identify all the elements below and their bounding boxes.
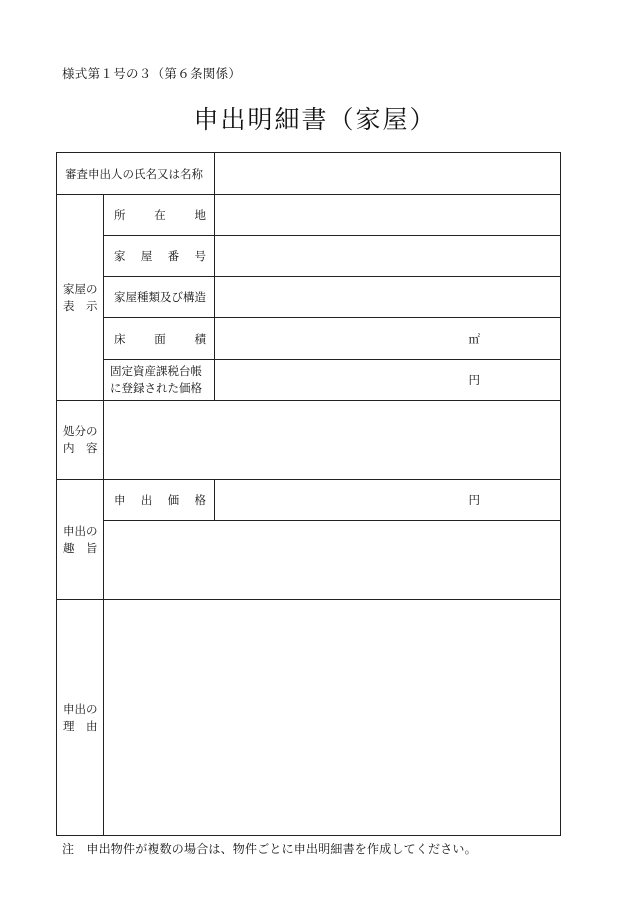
- statement-table: [56, 152, 561, 836]
- location-field[interactable]: [215, 195, 561, 236]
- reason-row: [57, 600, 561, 836]
- claim-price-field[interactable]: [215, 480, 561, 521]
- assessed-value-label: 固定資産課税台帳 に登録された価格: [104, 360, 215, 401]
- footnote: 注 申出物件が複数の場合は、物件ごとに申出明細書を作成してください。: [62, 842, 477, 856]
- floor-area-field[interactable]: [215, 318, 561, 360]
- label-char: 面: [154, 331, 166, 346]
- disposition-label: 処分の 内 容: [57, 401, 104, 480]
- label-char: 床: [114, 331, 126, 346]
- label-char: 格: [194, 493, 206, 507]
- floor-area-row: [57, 318, 561, 360]
- assessed-unit: 円: [468, 373, 480, 387]
- label-char: 屋: [140, 249, 153, 263]
- purpose-label: 申出の 趣 旨: [57, 480, 104, 600]
- purpose-row: [57, 521, 561, 600]
- claim-price-unit: 円: [468, 493, 480, 507]
- applicant-name-field[interactable]: [215, 153, 561, 195]
- label-char: 家: [114, 249, 126, 263]
- label-char: 所: [114, 208, 126, 222]
- house-type-label: [104, 277, 215, 318]
- label-char: 出: [140, 493, 153, 507]
- house-number-row: [57, 236, 561, 277]
- assessed-value-field[interactable]: [215, 360, 561, 401]
- applicant-row: [57, 153, 561, 195]
- label-char: 積: [194, 331, 206, 346]
- assessed-value-row: [57, 360, 561, 401]
- reason-label: 申出の 理 由: [57, 600, 104, 836]
- page-title: 申出明細書（家屋）: [193, 105, 437, 134]
- label-char: 地: [194, 208, 206, 222]
- applicant-label: 審査申出人の氏名又は名称: [57, 153, 215, 195]
- label-char: 番: [167, 249, 180, 263]
- location-label: [104, 195, 215, 236]
- house-type-field[interactable]: [215, 277, 561, 318]
- form-reference: 様式第１号の３（第６条関係）: [62, 66, 242, 81]
- floor-area-label: [104, 318, 215, 360]
- label-char: 価: [167, 493, 180, 507]
- label-char: 家屋種類及び構造: [114, 290, 206, 304]
- house-location-row: [57, 195, 561, 236]
- area-unit: ㎡: [468, 331, 480, 346]
- reason-field[interactable]: [104, 600, 561, 836]
- house-type-row: [57, 277, 561, 318]
- house-section-label: 家屋の 表 示: [57, 195, 104, 401]
- disposition-field[interactable]: [104, 401, 561, 480]
- label-char: 号: [194, 249, 206, 263]
- house-number-field[interactable]: [215, 236, 561, 277]
- disposition-row: [57, 401, 561, 480]
- purpose-field[interactable]: [104, 521, 561, 600]
- label-char: 在: [154, 208, 166, 222]
- label-char: 申: [114, 493, 126, 507]
- house-number-label: [104, 236, 215, 277]
- claim-price-row: [57, 480, 561, 521]
- claim-price-label: [104, 480, 215, 521]
